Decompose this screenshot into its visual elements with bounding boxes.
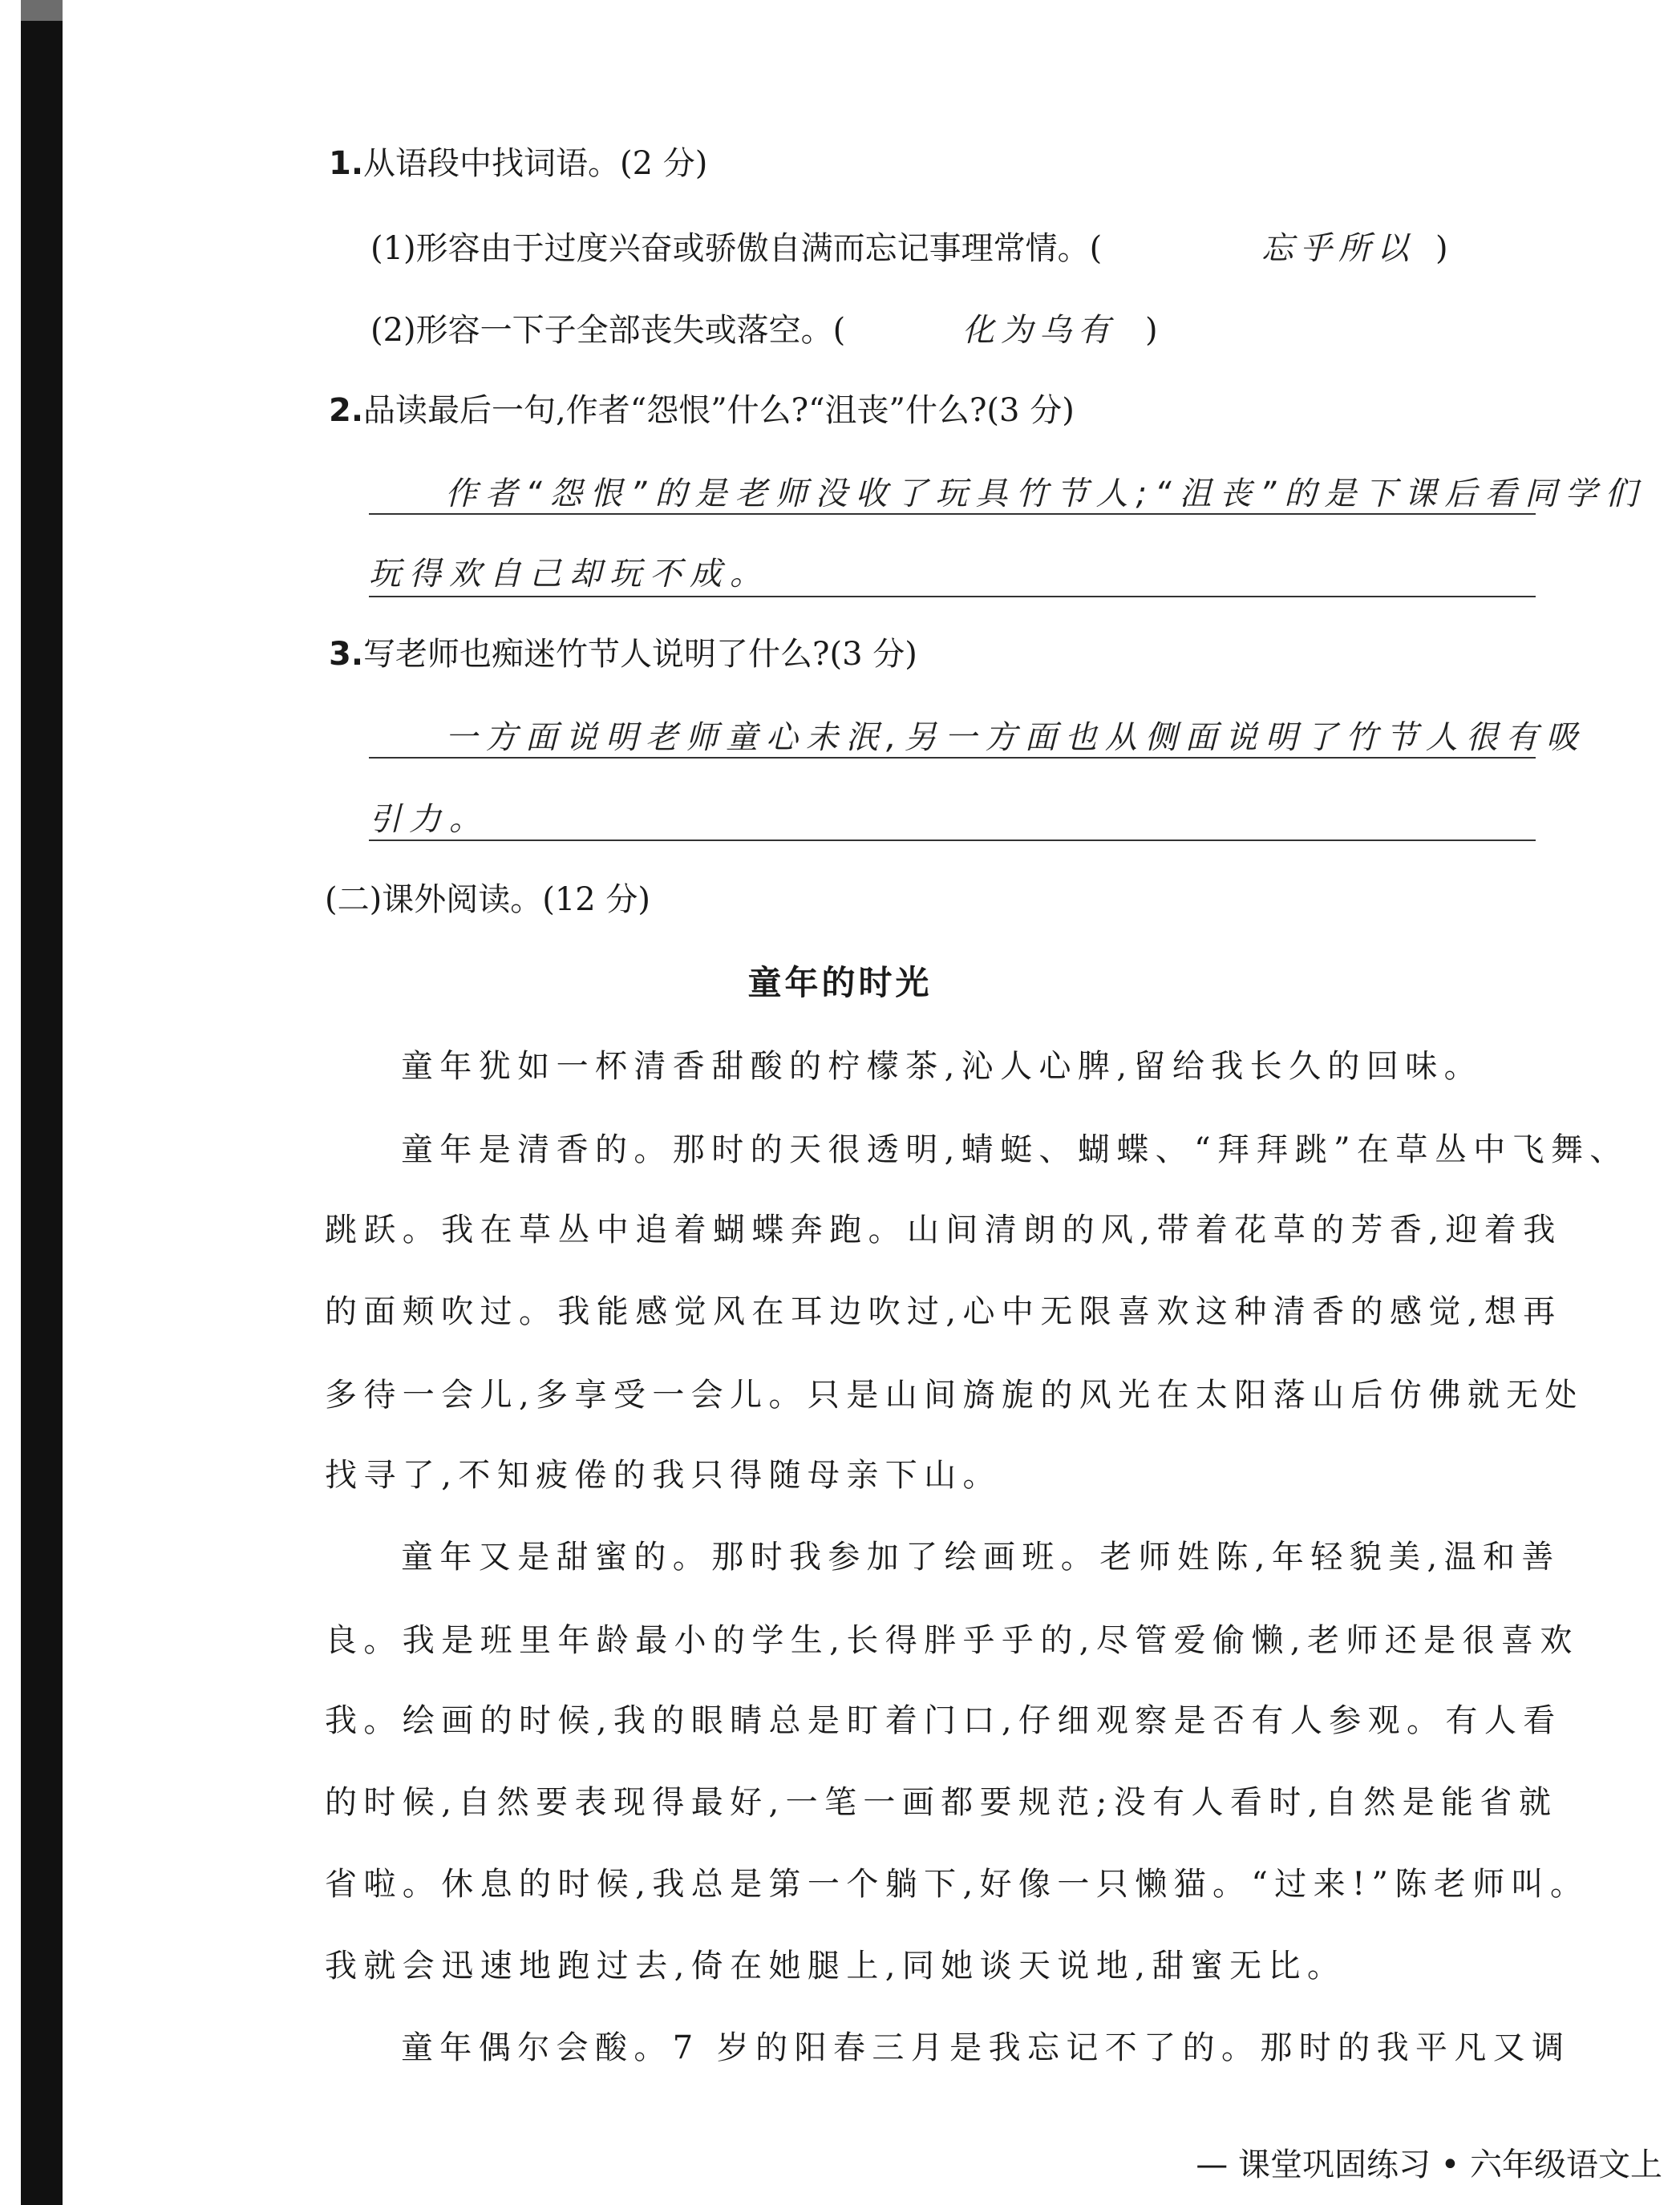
answer-underline	[369, 840, 1536, 841]
binding-edge	[21, 21, 63, 2205]
question-1-sub-2	[370, 308, 845, 353]
question-1-sub-2-close: )	[1145, 312, 1158, 349]
passage-line: 省啦。休息的时候,我总是第一个躺下,好像一只懒猫。“过来!”陈老师叫。	[325, 1866, 1589, 1903]
passage-line: 我就会迅速地跑过去,倚在她腿上,同她谈天说地,甜蜜无比。	[325, 1948, 1346, 1984]
passage-line: 多待一会儿,多享受一会儿。只是山间旖旎的风光在太阳落山后仿佛就无处	[325, 1377, 1584, 1414]
passage-line: 的时候,自然要表现得最好,一笔一画都要规范;没有人看时,自然是能省就	[325, 1784, 1558, 1821]
answer-underline	[369, 513, 1536, 515]
passage-line: 跳跃。我在草丛中追着蝴蝶奔跑。山间清朗的风,带着花草的芳香,迎着我	[325, 1212, 1562, 1248]
question-2-answer-line-1: 作者“怨恨”的是老师没收了玩具竹节人;“沮丧”的是下课后看同学们	[445, 475, 1646, 512]
passage-line: 我。绘画的时候,我的眼睛总是盯着门口,仔细观察是否有人参观。有人看	[325, 1702, 1562, 1739]
passage-title: 童年的时光	[747, 963, 933, 1002]
question-1-sub-1-answer: 忘乎所以	[1261, 230, 1415, 267]
question-3-answer-line-1: 一方面说明老师童心未泯,另一方面也从侧面说明了竹节人很有吸	[445, 719, 1586, 756]
question-1-number: 1.	[329, 145, 364, 182]
page-footer: — 课堂巩固练习 • 六年级语文上	[1196, 2146, 1662, 2183]
question-1-sub-1-text: (1)形容由于过度兴奋或骄傲自满而忘记事理常情。(	[370, 230, 1103, 267]
answer-underline	[369, 757, 1536, 759]
question-2-text: 品读最后一句,作者“怨恨”什么?“沮丧”什么?(3 分)	[363, 392, 1075, 429]
question-3-number: 3.	[329, 636, 364, 673]
passage-line: 童年犹如一杯清香甜酸的柠檬茶,沁人心脾,留给我长久的回味。	[401, 1048, 1484, 1085]
question-2	[329, 388, 1075, 433]
question-1-sub-2-text: (2)形容一下子全部丧失或落空。(	[370, 312, 846, 349]
passage-line: 的面颊吹过。我能感觉风在耳边吹过,心中无限喜欢这种清香的感觉,想再	[325, 1293, 1562, 1330]
question-2-answer-line-2: 玩得欢自己却玩不成。	[369, 556, 770, 593]
passage-line: 良。我是班里年龄最小的学生,长得胖乎乎的,尽管爱偷懒,老师还是很喜欢	[325, 1622, 1579, 1659]
passage-line: 童年偶尔会酸。7 岁的阳春三月是我忘记不了的。那时的我平凡又调	[401, 2029, 1571, 2066]
question-3-text: 写老师也痴迷竹节人说明了什么?(3 分)	[363, 636, 917, 673]
question-1-text: 从语段中找词语。(2 分)	[363, 145, 708, 182]
question-3-answer-line-2: 引力。	[369, 801, 489, 838]
binding-edge-top	[21, 0, 63, 21]
section-2-heading: (二)课外阅读。(12 分)	[325, 881, 651, 918]
question-2-number: 2.	[329, 392, 364, 429]
passage-line: 童年又是甜蜜的。那时我参加了绘画班。老师姓陈,年轻貌美,温和善	[401, 1539, 1561, 1576]
question-3	[329, 632, 917, 677]
answer-underline	[369, 596, 1536, 597]
question-1-sub-1-close: )	[1435, 230, 1448, 267]
question-1-sub-1	[370, 226, 1102, 271]
passage-line: 童年是清香的。那时的天很透明,蜻蜓、蝴蝶、“拜拜跳”在草丛中飞舞、	[401, 1131, 1629, 1168]
question-1-sub-2-answer: 化为乌有	[962, 312, 1116, 349]
passage-line: 找寻了,不知疲倦的我只得随母亲下山。	[325, 1457, 1002, 1494]
question-1	[329, 141, 707, 186]
